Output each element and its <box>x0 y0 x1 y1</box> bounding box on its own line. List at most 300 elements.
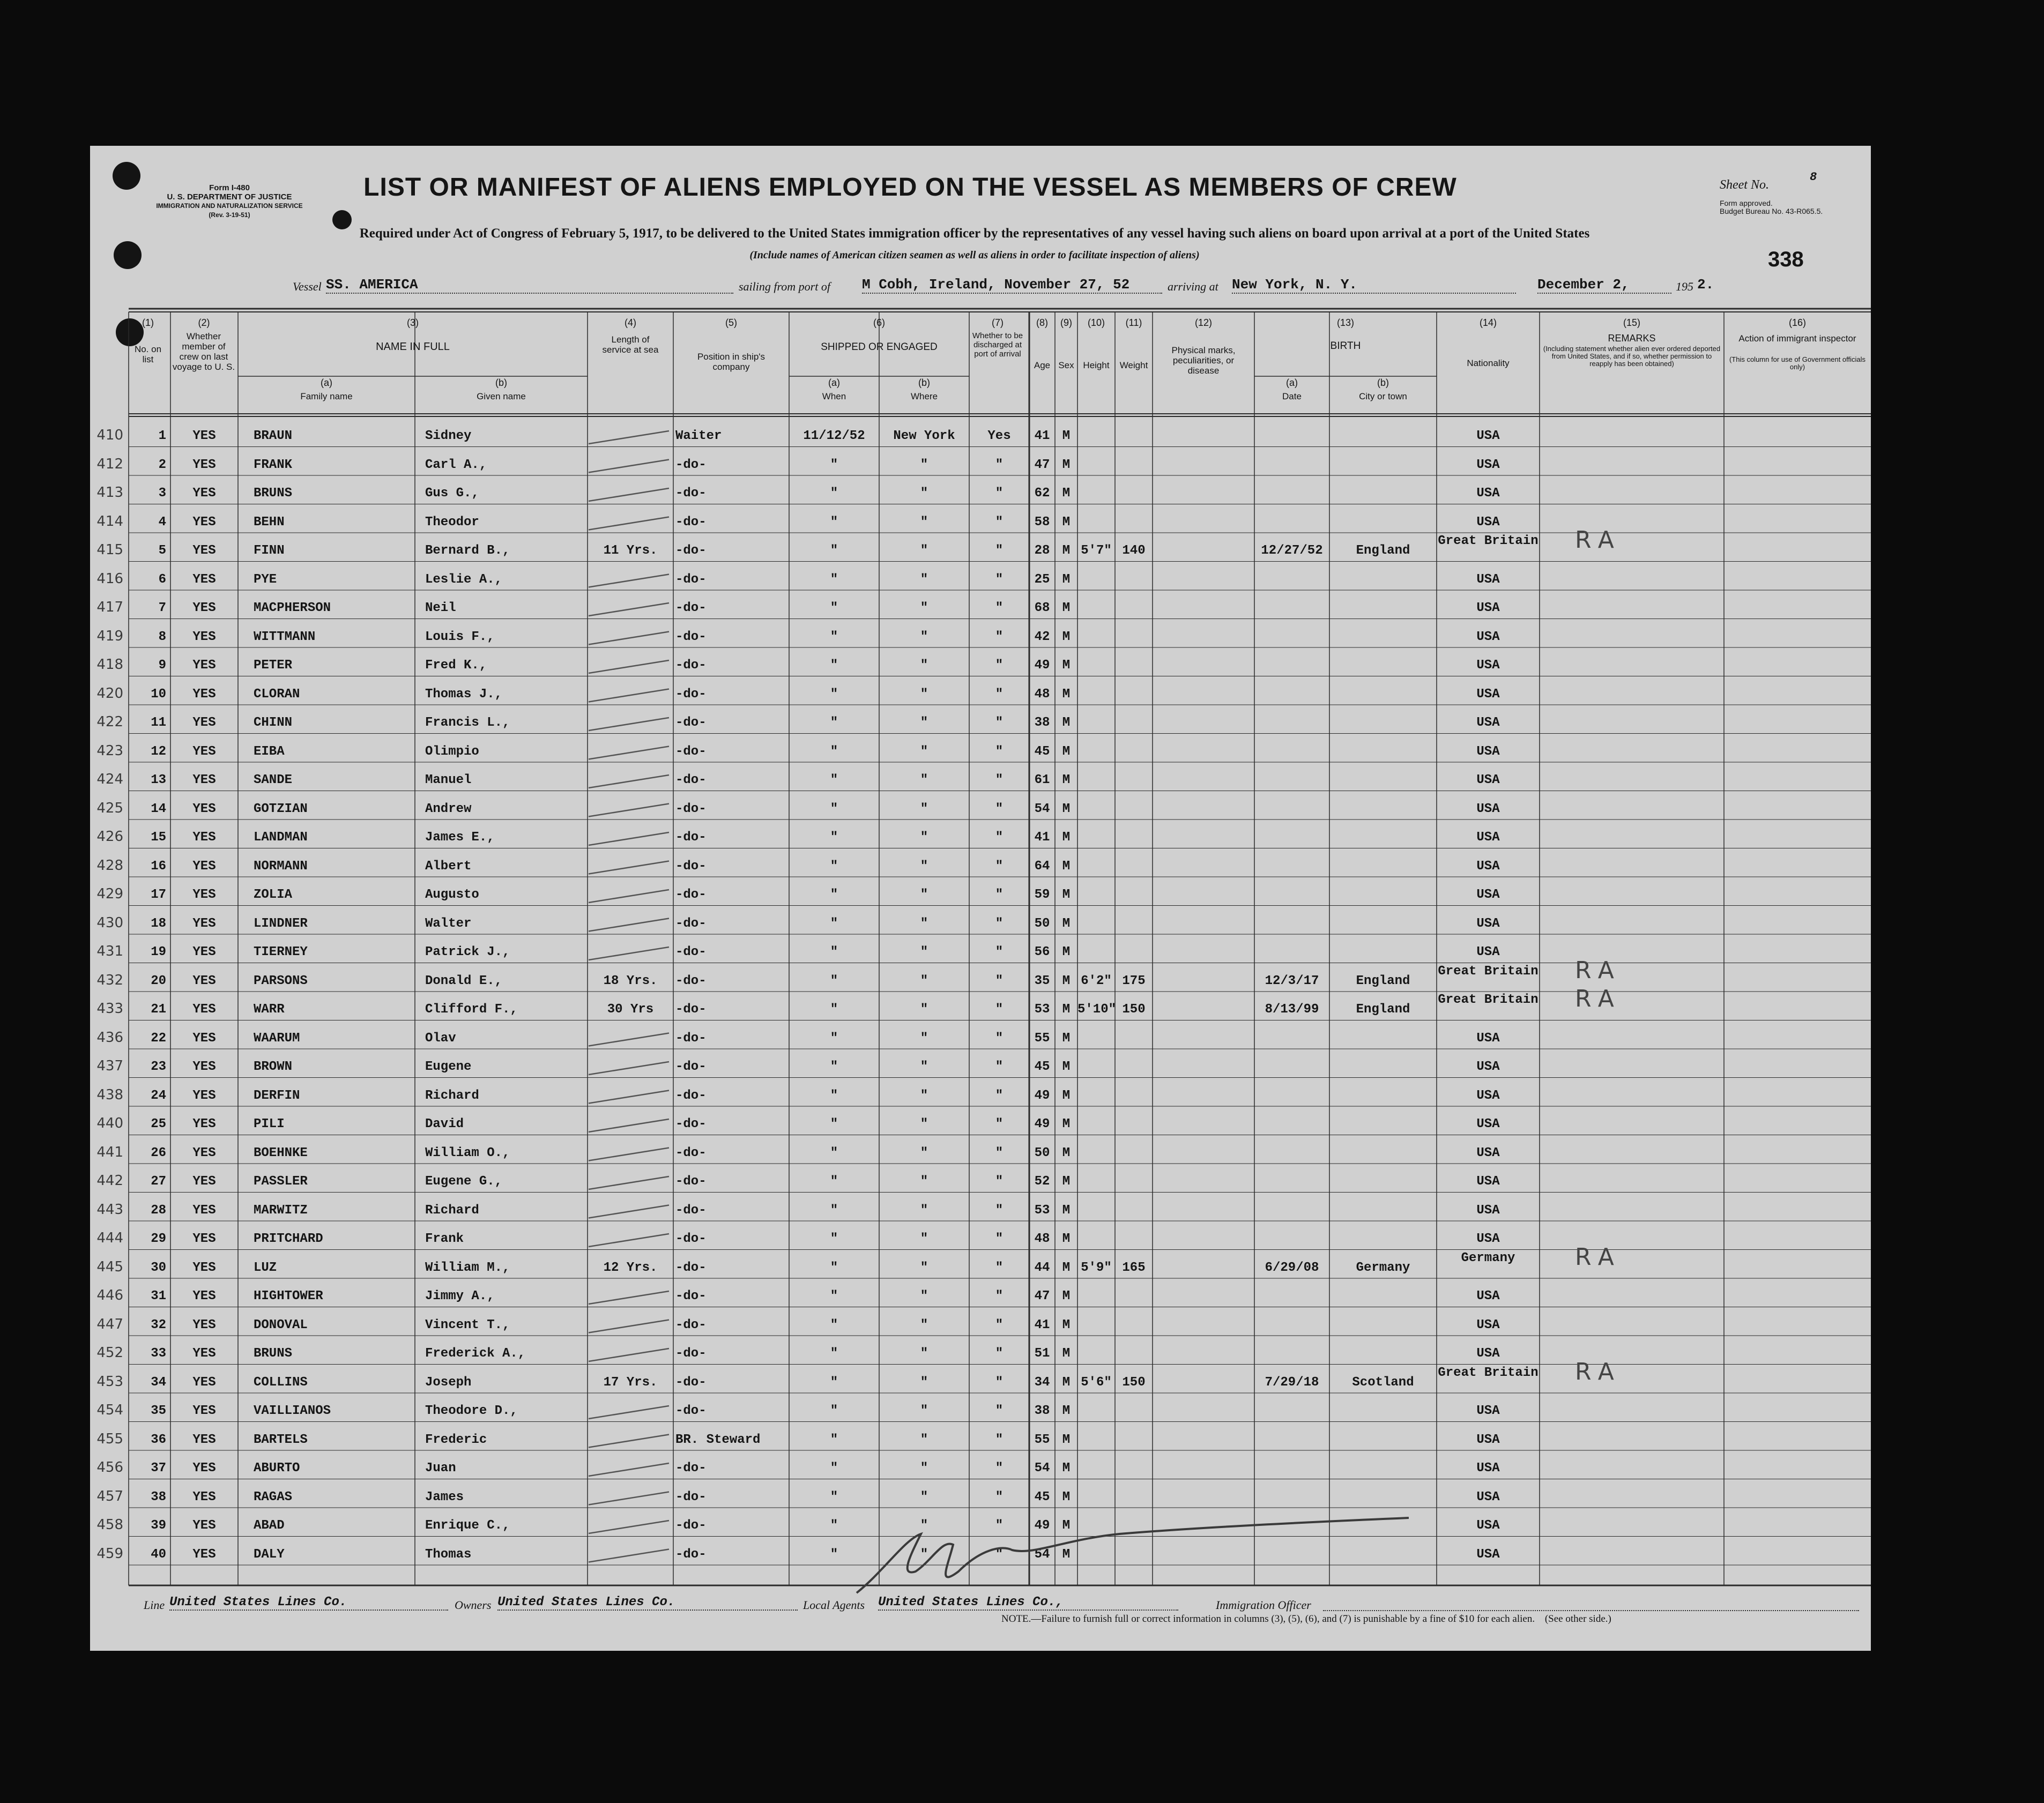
cell-family: HIGHTOWER <box>254 1289 323 1303</box>
cell-where: " <box>920 945 928 959</box>
list-ref-number: 426 <box>96 829 123 845</box>
cell-discharged: " <box>995 572 1004 587</box>
cell-age: 55 <box>1034 1432 1050 1447</box>
list-number: 15 <box>151 830 166 845</box>
col-3a-header: Family name <box>300 391 353 401</box>
col-14-number: (14) <box>1479 317 1497 328</box>
list-ref-number: 415 <box>96 542 123 558</box>
cell-remarks: RA <box>1575 1243 1622 1271</box>
cell-nationality: USA <box>1476 515 1500 530</box>
col-2-number: (2) <box>198 317 210 328</box>
cell-when: " <box>830 601 838 615</box>
cell-given: Eugene <box>425 1060 472 1074</box>
cell-age: 38 <box>1034 1404 1050 1418</box>
col-9-header: Sex <box>1058 360 1074 370</box>
list-ref-number: 452 <box>96 1345 123 1361</box>
list-ref-number: 430 <box>96 914 123 931</box>
col-13-number: (13) <box>1336 317 1354 328</box>
cell-discharged: " <box>995 1145 1004 1160</box>
cell-weight: 150 <box>1122 1002 1146 1017</box>
cell-family: VAILLIANOS <box>254 1404 331 1418</box>
cell-when: " <box>830 801 838 816</box>
cell-family: SANDE <box>254 773 293 787</box>
col-13a-header: Date <box>1282 391 1302 401</box>
cell-position: -do- <box>675 1289 707 1303</box>
cell-discharged: " <box>995 457 1004 472</box>
cell-given: Francis L., <box>425 716 510 730</box>
cell-sex: M <box>1062 1145 1071 1160</box>
cell-family: WITTMANN <box>254 629 316 644</box>
cell-crew: YES <box>192 773 216 787</box>
cell-birth-date: 8/13/99 <box>1265 1002 1319 1017</box>
col-7-number: (7) <box>992 317 1004 328</box>
cell-where: " <box>920 1117 928 1131</box>
cell-position: -do- <box>675 1489 707 1504</box>
cell-family: RAGAS <box>254 1489 293 1504</box>
cell-birth-city: England <box>1356 1002 1410 1017</box>
cell-position: -do- <box>675 1375 707 1390</box>
cell-nationality: USA <box>1476 1060 1500 1074</box>
cell-sex: M <box>1062 716 1071 730</box>
cell-age: 42 <box>1034 629 1050 644</box>
list-number: 12 <box>151 744 166 759</box>
cell-remarks: RA <box>1575 526 1622 554</box>
department-name: U. S. DEPARTMENT OF JUSTICE <box>167 192 292 202</box>
cell-crew: YES <box>192 1060 216 1074</box>
pencil-tick-mark <box>589 1148 669 1161</box>
include-note: (Include names of American citizen seamen as well as aliens in order to facilitate inspection of aliens) <box>749 249 1200 261</box>
cell-where: " <box>920 572 928 587</box>
col-15-note: (Including statement whether alien ever ordered deported from United States, and if so, whether permission to reapply has been obtained) <box>1543 345 1721 368</box>
list-number: 31 <box>151 1289 166 1303</box>
cell-when: " <box>830 1088 838 1103</box>
list-ref-number: 412 <box>96 456 123 472</box>
cell-crew: YES <box>192 1375 216 1390</box>
cell-family: BEHN <box>254 515 285 530</box>
list-ref-number: 440 <box>96 1115 123 1131</box>
cell-position: -do- <box>675 1060 707 1074</box>
pencil-tick-mark <box>589 804 669 817</box>
cell-sex: M <box>1062 1203 1071 1218</box>
cell-height: 5'10" <box>1077 1002 1117 1017</box>
pencil-tick-mark <box>589 689 669 702</box>
cell-sex: M <box>1062 1174 1071 1189</box>
cell-family: TIERNEY <box>254 945 308 959</box>
cell-given: Frederick A., <box>425 1346 526 1361</box>
cell-age: 58 <box>1034 515 1050 530</box>
list-ref-number: 424 <box>96 771 123 787</box>
pencil-tick-mark <box>589 832 669 845</box>
col-16-header: Action of immigrant inspector <box>1738 333 1856 344</box>
cell-where: " <box>920 1060 928 1074</box>
list-number: 39 <box>151 1518 166 1533</box>
cell-where: " <box>920 973 928 988</box>
pencil-tick-mark <box>589 1348 669 1361</box>
cell-where: " <box>920 629 928 644</box>
cell-sex: M <box>1062 888 1071 902</box>
cell-position: -do- <box>675 601 707 615</box>
cell-nationality: USA <box>1476 716 1500 730</box>
cell-when: " <box>830 945 838 959</box>
cell-position: -do- <box>675 1117 707 1131</box>
cell-nationality: USA <box>1476 1232 1500 1246</box>
cell-given: Louis F., <box>425 629 495 644</box>
pencil-tick-mark <box>589 1234 669 1247</box>
cell-age: 54 <box>1034 801 1050 816</box>
cell-when: " <box>830 1289 838 1303</box>
cell-discharged: " <box>995 1232 1004 1246</box>
list-ref-number: 442 <box>96 1173 123 1189</box>
cell-when: " <box>830 515 838 530</box>
col-16-note: (This column for use of Government officials only) <box>1729 355 1866 371</box>
list-number: 38 <box>151 1489 166 1504</box>
pencil-tick-mark <box>589 660 669 673</box>
cell-crew: YES <box>192 744 216 759</box>
cell-birth-date: 6/29/08 <box>1265 1260 1319 1275</box>
cell-when: " <box>830 859 838 874</box>
cell-given: Augusto <box>425 888 479 902</box>
cell-given: William M., <box>425 1260 510 1275</box>
cell-where: " <box>920 601 928 615</box>
list-number: 32 <box>151 1317 166 1332</box>
cell-position: -do- <box>675 1346 707 1361</box>
cell-position: -do- <box>675 543 707 558</box>
list-number: 30 <box>151 1260 166 1275</box>
cell-position: -do- <box>675 687 707 702</box>
cell-given: Leslie A., <box>425 572 503 587</box>
page-stamp: 338 <box>1768 248 1804 271</box>
cell-given: Fred K., <box>425 658 487 673</box>
cell-age: 41 <box>1034 429 1050 443</box>
cell-family: FRANK <box>254 457 293 472</box>
col-6a-number: (a) <box>828 377 840 388</box>
cell-family: GOTZIAN <box>254 801 308 816</box>
cell-sex: M <box>1062 1117 1071 1131</box>
fine-note: NOTE.—Failure to furnish full or correct information in columns (3), (5), (6), and (7) is punishable by a fine of $10 for each alien. <box>1001 1613 1535 1625</box>
arriving-port: New York, N. Y. <box>1232 277 1516 294</box>
col-3-number: (3) <box>407 317 419 328</box>
cell-age: 49 <box>1034 1518 1050 1533</box>
list-number: 21 <box>151 1002 166 1017</box>
cell-nationality: USA <box>1476 801 1500 816</box>
cell-age: 44 <box>1034 1260 1050 1275</box>
cell-where: " <box>920 1002 928 1017</box>
cell-when: " <box>830 916 838 931</box>
cell-position: -do- <box>675 1317 707 1332</box>
cell-crew: YES <box>192 1002 216 1017</box>
pencil-tick-mark <box>589 861 669 874</box>
col-3a-number: (a) <box>321 377 332 388</box>
cell-discharged: " <box>995 830 1004 845</box>
cell-position: -do- <box>675 1002 707 1017</box>
cell-given: Jimmy A., <box>425 1289 495 1303</box>
cell-sex: M <box>1062 744 1071 759</box>
cell-sex: M <box>1062 1002 1071 1017</box>
col-3-header: NAME IN FULL <box>376 341 450 353</box>
cell-crew: YES <box>192 1489 216 1504</box>
cell-where: " <box>920 486 928 501</box>
list-number: 16 <box>151 859 166 874</box>
list-ref-number: 455 <box>96 1431 123 1447</box>
cell-remarks: RA <box>1575 1358 1622 1385</box>
pencil-tick-mark <box>589 603 669 616</box>
cell-age: 49 <box>1034 1117 1050 1131</box>
list-number: 27 <box>151 1174 166 1189</box>
list-number: 6 <box>158 572 166 587</box>
cell-given: David <box>425 1117 464 1131</box>
cell-nationality: USA <box>1476 1346 1500 1361</box>
cell-crew: YES <box>192 716 216 730</box>
footer-note-block <box>1001 1613 1859 1625</box>
list-ref-number: 459 <box>96 1545 123 1562</box>
cell-where: " <box>920 1174 928 1189</box>
cell-family: DALY <box>254 1547 285 1562</box>
cell-nationality: Germany <box>1461 1250 1515 1265</box>
pencil-tick-mark <box>589 1492 669 1505</box>
cell-sex: M <box>1062 601 1071 615</box>
cell-family: BRUNS <box>254 486 293 501</box>
pencil-tick-mark <box>589 517 669 530</box>
cell-nationality: USA <box>1476 658 1500 673</box>
cell-crew: YES <box>192 572 216 587</box>
cell-position: -do- <box>675 1404 707 1418</box>
cell-sex: M <box>1062 1088 1071 1103</box>
cell-nationality: USA <box>1476 1489 1500 1504</box>
cell-position: -do- <box>675 572 707 587</box>
service-name: IMMIGRATION AND NATURALIZATION SERVICE <box>156 202 303 210</box>
list-ref-number: 417 <box>96 599 123 615</box>
col-11-number: (11) <box>1125 317 1142 328</box>
pencil-tick-mark <box>589 575 669 587</box>
col-13b-header: City or town <box>1359 391 1407 401</box>
pencil-tick-mark <box>589 1435 669 1448</box>
pencil-tick-mark <box>589 718 669 731</box>
cell-family: ABAD <box>254 1518 285 1533</box>
cell-age: 49 <box>1034 658 1050 673</box>
list-number: 2 <box>158 457 166 472</box>
cell-discharged: " <box>995 716 1004 730</box>
cell-discharged: " <box>995 773 1004 787</box>
cell-discharged: " <box>995 744 1004 759</box>
cell-position: Waiter <box>675 429 722 443</box>
list-number: 28 <box>151 1203 166 1218</box>
cell-discharged: " <box>995 1031 1004 1046</box>
list-number: 24 <box>151 1088 166 1103</box>
cell-given: Olav <box>425 1031 456 1046</box>
cell-sex: M <box>1062 1289 1071 1303</box>
cell-where: " <box>920 1203 928 1218</box>
cell-nationality: USA <box>1476 830 1500 845</box>
inspector-signature <box>841 1507 1430 1604</box>
cell-position: -do- <box>675 1518 707 1533</box>
cell-nationality: USA <box>1476 1404 1500 1418</box>
cell-when: " <box>830 1432 838 1447</box>
list-number: 5 <box>158 543 166 558</box>
col-7-header: Whether to be discharged at port of arrival <box>972 331 1023 359</box>
col-6-header: SHIPPED OR ENGAGED <box>821 341 938 353</box>
list-number: 8 <box>158 629 166 644</box>
cell-nationality: USA <box>1476 916 1500 931</box>
col-11-header: Weight <box>1119 360 1148 370</box>
cell-when: " <box>830 1375 838 1390</box>
cell-nationality: USA <box>1476 1289 1500 1303</box>
col-4-number: (4) <box>625 317 636 328</box>
col-6-number: (6) <box>873 317 885 328</box>
cell-sex: M <box>1062 1232 1071 1246</box>
cell-discharged: " <box>995 486 1004 501</box>
list-number: 11 <box>151 716 166 730</box>
cell-when: " <box>830 1002 838 1017</box>
cell-nationality: USA <box>1476 1432 1500 1447</box>
cell-given: Vincent T., <box>425 1317 510 1332</box>
cell-when: " <box>830 1518 838 1533</box>
cell-family: LANDMAN <box>254 830 308 845</box>
cell-when: " <box>830 658 838 673</box>
list-ref-number: 445 <box>96 1258 123 1275</box>
cell-where: " <box>920 1547 928 1562</box>
arriving-label: arriving at <box>1168 280 1218 293</box>
list-ref-number: 458 <box>96 1517 123 1533</box>
cell-discharged: " <box>995 601 1004 615</box>
form-revision: (Rev. 3-19-51) <box>209 211 250 219</box>
cell-when: " <box>830 457 838 472</box>
cell-family: WAARUM <box>254 1031 300 1046</box>
cell-position: -do- <box>675 629 707 644</box>
cell-given: Richard <box>425 1088 479 1103</box>
cell-age: 50 <box>1034 1145 1050 1160</box>
cell-service: 30 Yrs <box>607 1002 654 1017</box>
cell-position: -do- <box>675 973 707 988</box>
cell-nationality: USA <box>1476 859 1500 874</box>
cell-discharged: " <box>995 973 1004 988</box>
cell-family: LUZ <box>254 1260 277 1275</box>
cell-position: -do- <box>675 457 707 472</box>
cell-position: -do- <box>675 916 707 931</box>
cell-family: PASSLER <box>254 1174 308 1189</box>
list-ref-number: 454 <box>96 1402 123 1418</box>
cell-family: MARWITZ <box>254 1203 308 1218</box>
cell-crew: YES <box>192 1174 216 1189</box>
cell-sex: M <box>1062 629 1071 644</box>
cell-age: 35 <box>1034 973 1050 988</box>
cell-crew: YES <box>192 1346 216 1361</box>
pencil-tick-mark <box>589 1033 669 1046</box>
pencil-tick-mark <box>589 947 669 960</box>
cell-family: DERFIN <box>254 1088 300 1103</box>
cell-when: " <box>830 1145 838 1160</box>
list-ref-number: 456 <box>96 1459 123 1476</box>
col-9-number: (9) <box>1060 317 1072 328</box>
list-ref-number: 436 <box>96 1029 123 1046</box>
col-13a-number: (a) <box>1286 377 1298 388</box>
cell-age: 50 <box>1034 916 1050 931</box>
cell-where: " <box>920 687 928 702</box>
cell-discharged: " <box>995 1289 1004 1303</box>
sheet-number: 8 <box>1810 170 1817 184</box>
list-number: 3 <box>158 486 166 501</box>
cell-nationality: Great Britain <box>1438 964 1538 979</box>
cell-when: " <box>830 1117 838 1131</box>
cell-discharged: " <box>995 888 1004 902</box>
officer-label: Immigration Officer <box>1216 1598 1311 1612</box>
cell-position: -do- <box>675 1031 707 1046</box>
cell-age: 47 <box>1034 457 1050 472</box>
list-ref-number: 437 <box>96 1058 123 1074</box>
cell-when: " <box>830 973 838 988</box>
cell-crew: YES <box>192 945 216 959</box>
cell-position: -do- <box>675 658 707 673</box>
cell-age: 59 <box>1034 888 1050 902</box>
cell-nationality: USA <box>1476 601 1500 615</box>
see-other-side: (See other side.) <box>1544 1613 1611 1625</box>
cell-crew: YES <box>192 1518 216 1533</box>
cell-nationality: USA <box>1476 1518 1500 1533</box>
list-ref-number: 441 <box>96 1144 123 1160</box>
cell-discharged: " <box>995 1088 1004 1103</box>
list-ref-number: 443 <box>96 1201 123 1218</box>
pencil-tick-mark <box>589 1521 669 1533</box>
list-ref-number: 420 <box>96 685 123 702</box>
col-6b-header: Where <box>910 391 938 401</box>
cell-age: 68 <box>1034 601 1050 615</box>
cell-crew: YES <box>192 629 216 644</box>
list-number: 36 <box>151 1432 166 1447</box>
cell-nationality: USA <box>1476 629 1500 644</box>
cell-family: ABURTO <box>254 1461 300 1476</box>
cell-sex: M <box>1062 486 1071 501</box>
cell-where: " <box>920 457 928 472</box>
pencil-tick-mark <box>589 1205 669 1218</box>
cell-discharged: " <box>995 1117 1004 1131</box>
cell-weight: 175 <box>1122 973 1146 988</box>
cell-family: PETER <box>254 658 293 673</box>
cell-age: 56 <box>1034 945 1050 959</box>
pencil-tick-mark <box>589 1406 669 1419</box>
list-ref-number: 433 <box>96 1001 123 1017</box>
cell-crew: YES <box>192 429 216 443</box>
cell-age: 54 <box>1034 1461 1050 1476</box>
cell-discharged: " <box>995 543 1004 558</box>
cell-nationality: USA <box>1476 1117 1500 1131</box>
cell-nationality: USA <box>1476 687 1500 702</box>
col-1-header: No. on list <box>134 344 162 364</box>
pencil-tick-mark <box>589 1091 669 1104</box>
cell-family: LINDNER <box>254 916 308 931</box>
cell-where: " <box>920 1088 928 1103</box>
cell-nationality: USA <box>1476 945 1500 959</box>
cell-when: " <box>830 1203 838 1218</box>
cell-nationality: USA <box>1476 1145 1500 1160</box>
cell-discharged: " <box>995 1260 1004 1275</box>
cell-position: -do- <box>675 515 707 530</box>
budget-bureau: Budget Bureau No. 43-R065.5. <box>1720 207 1823 215</box>
cell-given: Manuel <box>425 773 472 787</box>
pencil-tick-mark <box>589 1176 669 1189</box>
cell-age: 53 <box>1034 1203 1050 1218</box>
cell-crew: YES <box>192 888 216 902</box>
list-number: 26 <box>151 1145 166 1160</box>
cell-given: Bernard B., <box>425 543 510 558</box>
cell-birth-date: 12/27/52 <box>1261 543 1323 558</box>
cell-crew: YES <box>192 1289 216 1303</box>
cell-given: Albert <box>425 859 472 874</box>
cell-crew: YES <box>192 1461 216 1476</box>
cell-family: PRITCHARD <box>254 1232 323 1246</box>
cell-family: PILI <box>254 1117 285 1131</box>
list-ref-number: 422 <box>96 714 123 730</box>
line-label: Line <box>144 1598 165 1612</box>
cell-discharged: " <box>995 1317 1004 1332</box>
